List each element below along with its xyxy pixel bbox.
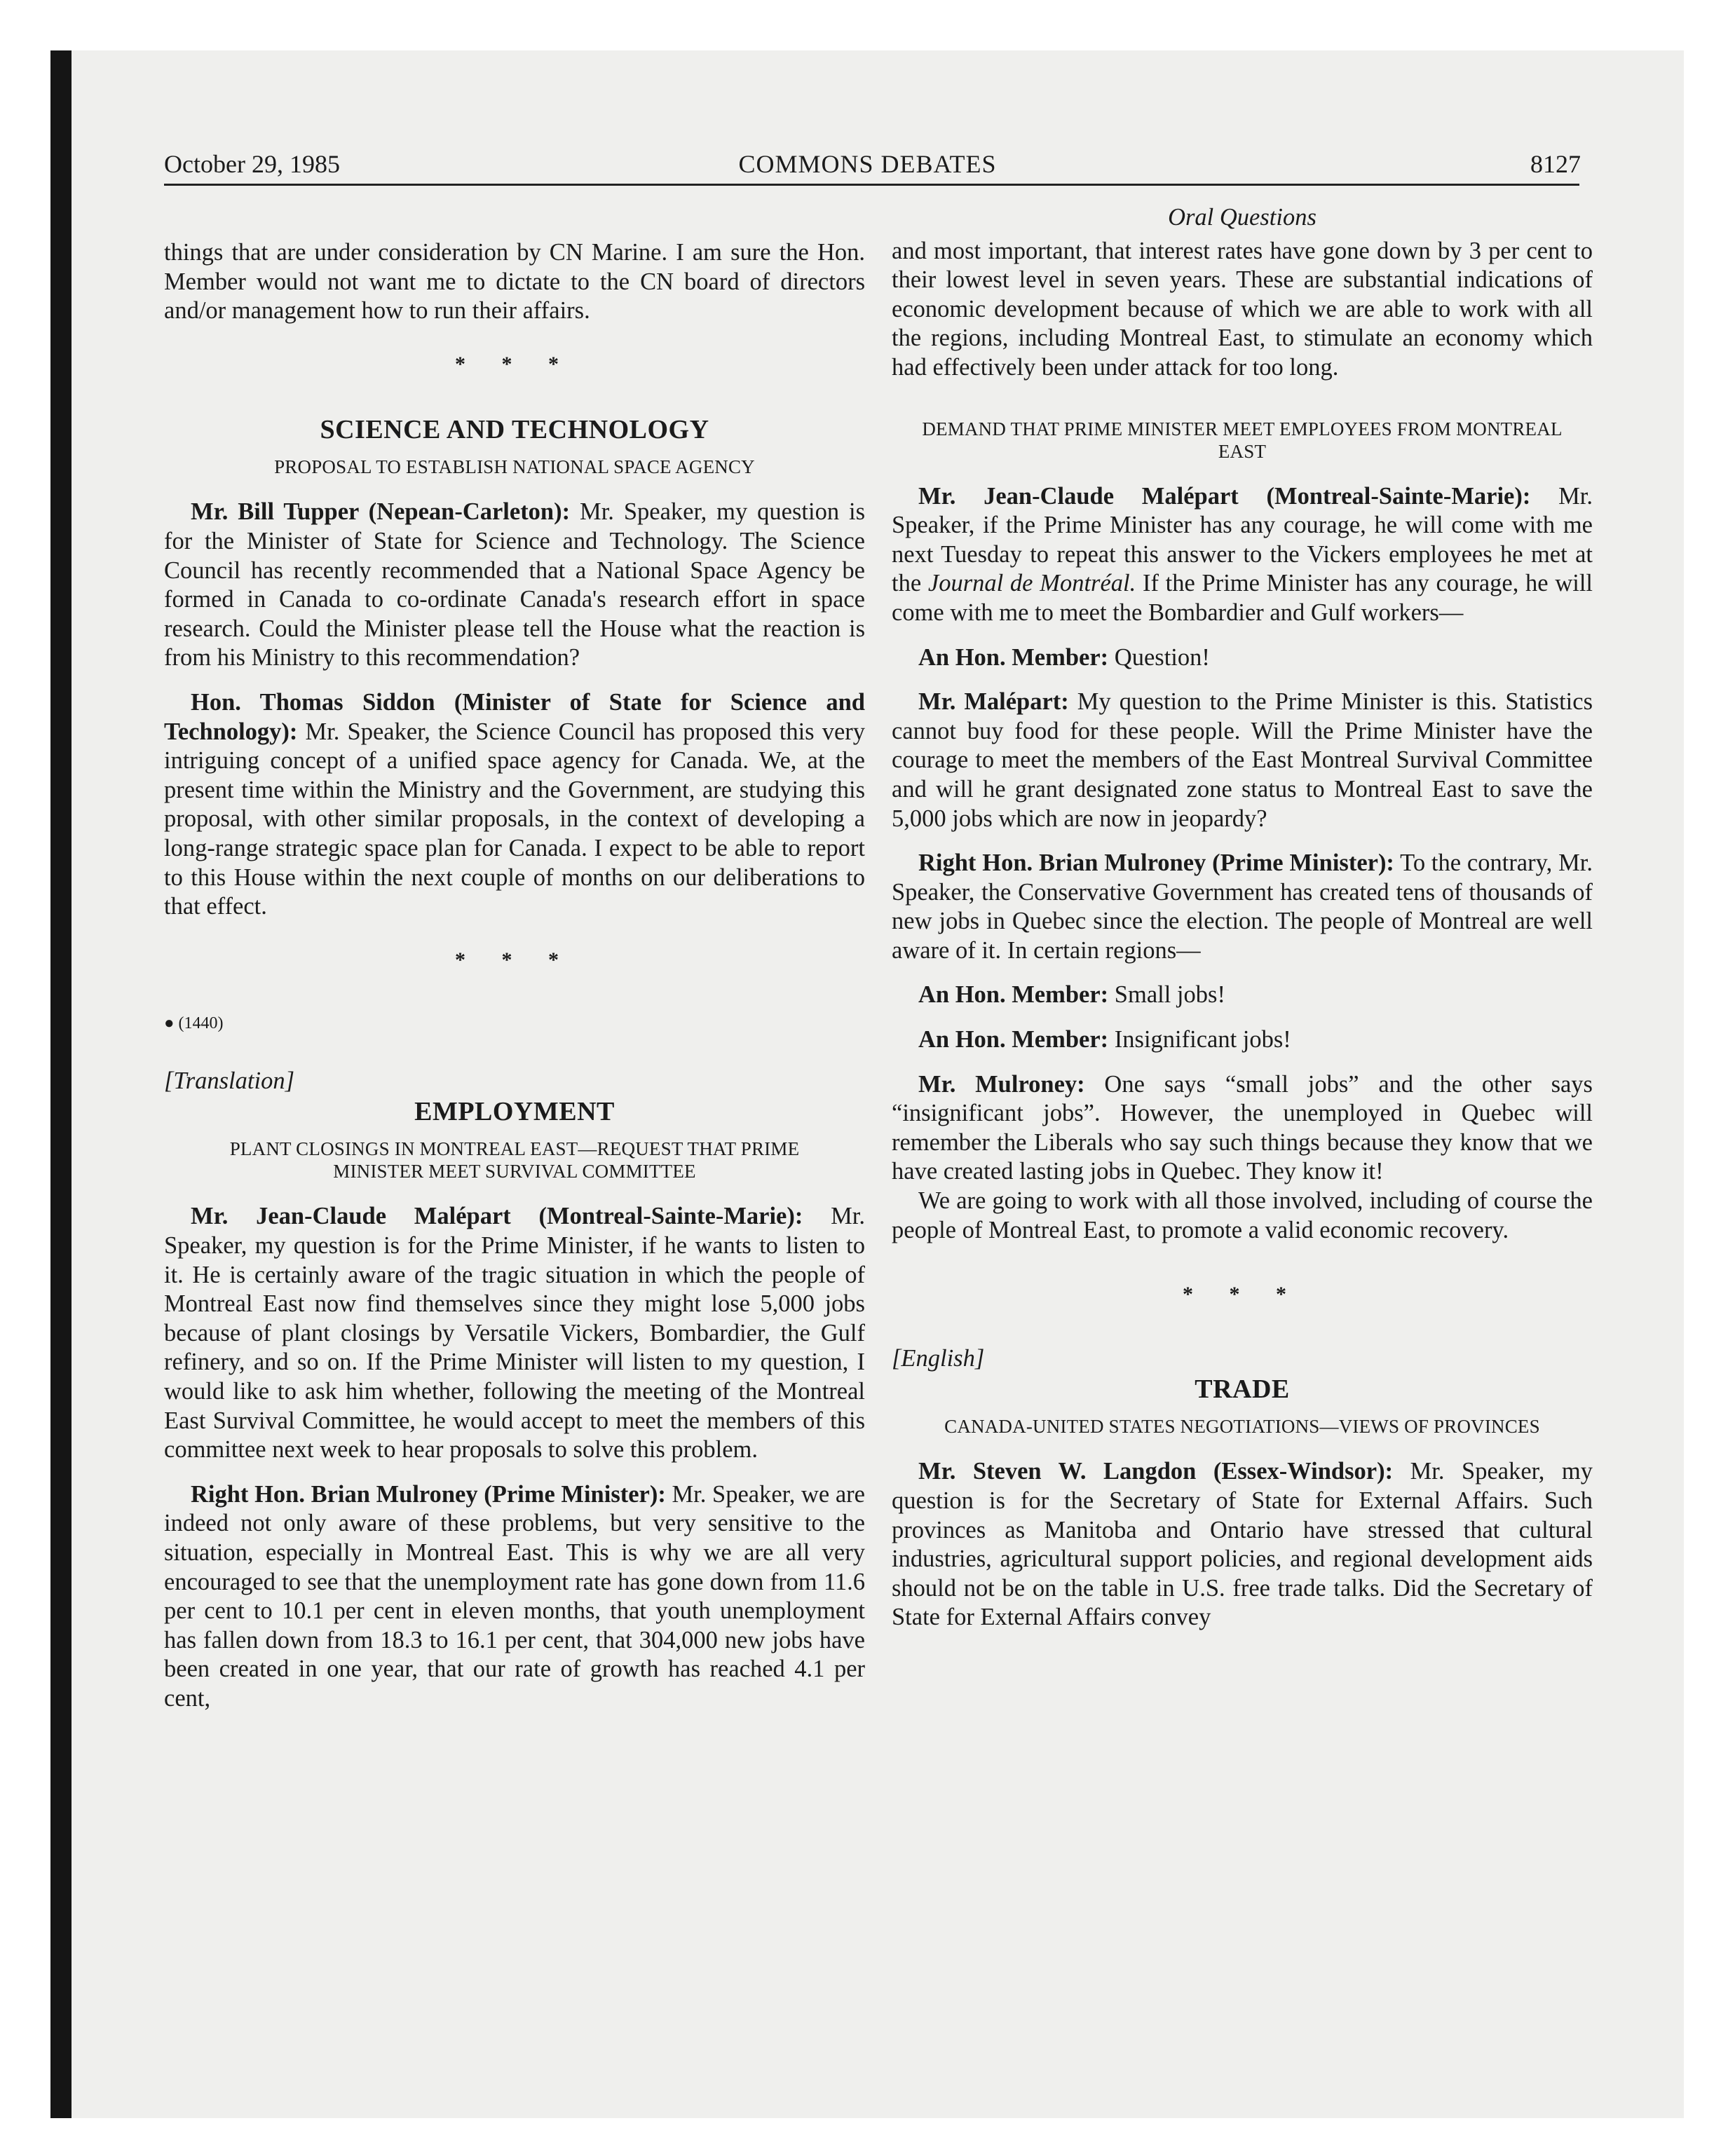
speaker-name: Mr. Mulroney: [918, 1070, 1085, 1098]
paragraph [164, 688, 865, 922]
speaker-name: An Hon. Member: [918, 1026, 1109, 1053]
speaker-name: Right Hon. Brian Mulroney (Prime Minister): [191, 1480, 666, 1508]
speech-text: Mr. Speaker, my question is for the Secretary of State for External Affairs. Such provinces as Manitoba and Ontario have stressed that cultural industries, agricultural support policies, and regional development aids should not be on the table in U.S. free trade talks. Did the Secretary of State for External Affairs convey [892, 1458, 1593, 1631]
paragraph [164, 1202, 865, 1464]
section-heading: SCIENCE AND TECHNOLOGY [320, 415, 709, 445]
speaker-name: Mr. Malépart: [918, 688, 1069, 716]
speech-text: Mr. Speaker, the Science Council has proposed this very intriguing concept of a unified space agency for Canada. We, at the present time within the Ministry and the Government, are studying this proposal, with other similar proposals, in the context of developing a long-range strategic space plan for Canada. I expect to be able to report to this House within the next couple of months on our deliberations to that effect. [164, 718, 865, 920]
speaker-name: Mr. Jean-Claude Malépart (Montreal-Sainte-Marie): [191, 1203, 803, 1230]
header-title: COMMONS DEBATES [738, 150, 997, 178]
speech-text: Mr. Speaker, we are indeed not only aware of these problems, but very sensitive to the situation, especially in Montreal East. This is why we are all very encouraged to see that the unemployment rate has gone down from 11.6 per cent to 10.1 per cent in eleven months, that youth unemployment has fallen down from 18.3 to 16.1 per cent, that 304,000 new jobs have been created in one year, that our rate of growth has reached 4.1 per cent, [164, 1480, 865, 1712]
language-tag: [English] [892, 1344, 985, 1372]
paragraph [892, 849, 1593, 965]
subheading: PROPOSAL TO ESTABLISH NATIONAL SPACE AGENCY [274, 456, 755, 478]
paragraph [892, 1070, 1593, 1187]
speaker-name: Mr. Steven W. Langdon (Essex-Windsor): [918, 1458, 1394, 1485]
paragraph [892, 1025, 1593, 1055]
header-date: October 29, 1985 [164, 150, 340, 178]
subheading: PLANT CLOSINGS IN MONTREAL EAST—REQUEST THAT PRIME MINISTER MEET SURVIVAL COMMITTEE [229, 1138, 800, 1182]
speech-text: One says “small jobs” and the other says “insignificant jobs”. However, the unemployed in Quebec will remember the Liberals who say such things because they know that we have created lasting jobs in Quebec. They know it! [892, 1070, 1593, 1185]
language-tag: [Translation] [164, 1067, 294, 1094]
section-separator: * * * [455, 948, 574, 971]
publication-title: Journal de Montréal. [927, 570, 1136, 597]
paragraph [892, 688, 1593, 833]
paragraph [892, 1457, 1593, 1632]
paragraph: things that are under consideration by CN Marine. I am sure the Hon. Member would not want me to dictate to the CN board of directors and/or management how to run their affairs. [164, 239, 865, 325]
paragraph [892, 643, 1593, 673]
speech-text: My question to the Prime Minister is this. Statistics cannot buy food for these people. Will the Prime Minister have the courage to meet the members of the East Montreal Survival Committee and will he grant designated zone status to Montreal East to save the 5,000 jobs which are now in jeopardy? [892, 688, 1593, 832]
section-heading: TRADE [1195, 1374, 1290, 1405]
speaker-name: An Hon. Member: [918, 981, 1109, 1009]
time-marker: ● (1440) [164, 1014, 224, 1033]
speech-text: Mr. Speaker, my question is for the Minister of State for Science and Technology. The Science Council has recently recommended that a National Space Agency be formed in Canada to co-ordinate Canada's research effort in space research. Could the Minister please tell the House what the reaction is from his Ministry to this recommendation? [164, 498, 866, 671]
speech-text: Mr. Speaker, if the Prime Minister has any courage, he will come with me next Tuesday to repeat this answer to the Vickers employees he met at the [892, 482, 1593, 597]
speech-text: Insignificant jobs! [1108, 1026, 1291, 1053]
paragraph [892, 482, 1593, 628]
speech-text: Mr. Speaker, my question is for the Prime Minister, if he wants to listen to it. He is certainly aware of the tragic situation in which the people of Montreal East now find themselves since they might lose 5,000 jobs because of plant closings by Versatile Vickers, Bombardier, the Gulf refinery, and so on. If the Prime Minister will listen to my question, I would like to ask him whether, following the meeting of the Montreal East Survival Committee, he would accept to meet the members of this committee next week to hear proposals to solve this problem. [164, 1203, 866, 1464]
left-column [164, 238, 865, 1714]
speech-text: Question! [1108, 643, 1210, 671]
subheading: DEMAND THAT PRIME MINISTER MEET EMPLOYEES FROM MONTREAL EAST [922, 418, 1563, 462]
header-rule [164, 184, 1579, 186]
binding-edge [50, 50, 72, 2118]
speaker-name: Hon. Thomas Siddon (Minister of State for Science and Technology): [164, 688, 865, 745]
column-heading: Oral Questions [1168, 204, 1316, 231]
paragraph [892, 981, 1593, 1010]
speaker-name: An Hon. Member: [918, 643, 1109, 671]
right-column [892, 203, 1593, 1632]
subheading: CANADA-UNITED STATES NEGOTIATIONS—VIEWS OF PROVINCES [944, 1416, 1540, 1438]
speech-text: To the contrary, Mr. Speaker, the Conservative Government has created tens of thousands of new jobs in Quebec since the election. The people of Montreal are well aware of it. In certain regions— [892, 850, 1593, 964]
paragraph [164, 498, 865, 673]
section-heading: EMPLOYMENT [414, 1097, 615, 1127]
paragraph: and most important, that interest rates have gone down by 3 per cent to their lowest level in seven years. These are substantial indications of economic development because of which we are able to work with all the regions, including Montreal East, to stimulate an economy which had effectively been under attack for too long. [892, 237, 1593, 381]
speech-text: Small jobs! [1108, 981, 1225, 1009]
header-page-number: 8127 [1530, 150, 1581, 178]
section-separator: * * * [455, 352, 574, 376]
speech-text: If the Prime Minister has any courage, he will come with me to meet the Bombardier and Gulf workers— [892, 570, 1593, 626]
speaker-name: Right Hon. Brian Mulroney (Prime Minister): [918, 850, 1394, 877]
paragraph [164, 1480, 865, 1714]
speaker-name: Mr. Jean-Claude Malépart (Montreal-Sainte-Marie): [918, 482, 1531, 510]
section-separator: * * * [1183, 1283, 1302, 1306]
speaker-name: Mr. Bill Tupper (Nepean-Carleton): [191, 498, 571, 526]
paragraph: We are going to work with all those involved, including of course the people of Montreal East, to promote a valid economic recovery. [892, 1187, 1593, 1243]
